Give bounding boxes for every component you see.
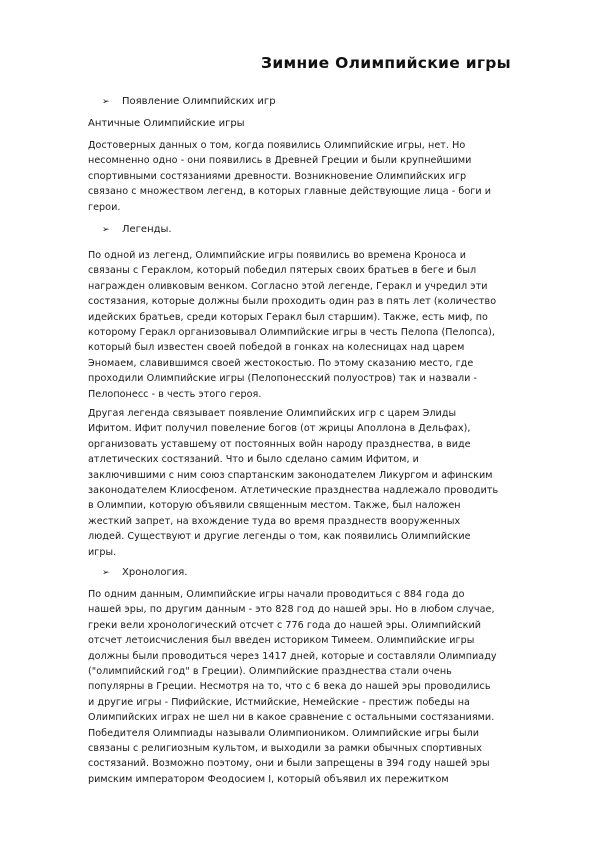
paragraph-line: законодателем Клиосфеном. Атлетические празднества надлежало проводить — [88, 484, 499, 496]
paragraph-line: ("олимпийский год" в Греции). Олимпийские празднества стали очень — [88, 665, 452, 677]
paragraph-line: игры. — [88, 546, 117, 558]
section-heading-label: Появление Олимпийских игр — [122, 96, 276, 107]
paragraph-line: связаны с Гераклом, который победил пятерых своих братьев в беге и был — [88, 265, 477, 277]
paragraph-line: нашей эры, по другим данным - это 828 год до нашей эры. Но в любом случае, — [88, 604, 495, 616]
paragraph-line: Эномаем, славившимся своей жестокостью. По этому сказанию место, где — [88, 357, 474, 369]
paragraph-line: которому Геракл организовывал Олимпийские игры в честь Пелопа (Пелопса), — [88, 326, 496, 338]
paragraph-line: По одной из легенд, Олимпийские игры появились во времена Кроноса и — [88, 250, 466, 261]
document-title: Зимние Олимпийские игры — [261, 54, 511, 72]
paragraph-line: который был известен своей победой в гонках на колесницах над царем — [88, 342, 465, 354]
paragraph-line: заключившими с ним союз спартанским законодателем Ликургом и афинским — [88, 469, 493, 481]
paragraph-line: римским императором Феодосием I, который объявил их пережитком — [88, 773, 449, 785]
paragraph-line: организовать уставшему от постоянных войн народу празднества, в виде — [88, 438, 471, 450]
paragraph-line: Пелопонесс - в честь этого героя. — [88, 388, 262, 400]
paragraph-line: греки вели хронологический отсчет с 776 года до нашей эры. Олимпийский — [88, 619, 482, 631]
paragraph-line: жесткий запрет, на вхождение туда во время празднеств вооруженных — [88, 515, 461, 527]
paragraph-chronology — [88, 587, 520, 787]
paragraph-line: награжден оливковым венком. Согласно этой легенде, Геракл и учредил эти — [88, 280, 488, 292]
paragraph-line: связаны с религиозным культом, и выходили за рамки обычных спортивных — [88, 742, 482, 754]
section-heading-label: Легенды. — [122, 224, 172, 235]
paragraph-line: проходили Олимпийские игры (Пелопонесский полуостров) так и назвали - — [88, 373, 478, 385]
subheading-antique: Античные Олимпийские игры — [88, 118, 245, 129]
section-heading-label: Хронология. — [122, 567, 188, 578]
arrow-bullet-icon: ➢ — [102, 225, 110, 235]
paragraph-line: состязания, которые должны были проходить один раз в пять лет (количество — [88, 296, 497, 308]
paragraph-line: и другие игры - Пифийские, Истмийские, Немейские - престиж победы на — [88, 696, 470, 708]
paragraph-line: состязаний. Возможно поэтому, они и были запрещены в 394 году нашей эры — [88, 758, 490, 770]
paragraph-line: несомненно одно - они появились в Древней Греции и были крупнейшими — [88, 155, 472, 167]
paragraph-line: Достоверных данных о том, когда появились Олимпийские игры, нет. Но — [88, 140, 466, 151]
paragraph-line: По одним данным, Олимпийские игры начали проводиться с 884 года до — [88, 589, 465, 600]
paragraph-antique — [88, 138, 520, 215]
paragraph-line: герои. — [88, 201, 121, 213]
paragraph-line: Ифитом. Ифит получил повеление богов (от жрицы Аполлона в Дельфах), — [88, 423, 471, 435]
paragraph-line: идейских братьев, среди которых Геракл был старшим). Также, есть миф, по — [88, 311, 488, 323]
section-heading-appearance — [102, 95, 276, 109]
paragraph-legend-1 — [88, 248, 520, 402]
paragraph-line: людей. Существуют и другие легенды о том, как появились Олимпийские — [88, 531, 471, 543]
paragraph-line: атлетических состязаний. Что и было сделано самим Ифитом, и — [88, 454, 419, 466]
paragraph-line: Другая легенда связывает появление Олимпийских игр с царем Элиды — [88, 408, 457, 419]
arrow-bullet-icon: ➢ — [102, 97, 110, 107]
section-heading-legends — [102, 223, 172, 237]
paragraph-line: связано с множеством легенд, в которых главные действующие лица - боги и — [88, 186, 492, 198]
arrow-bullet-icon: ➢ — [102, 568, 110, 578]
paragraph-line: Олимпийских играх не шел ни в какое сравнение с остальными состязаниями. — [88, 712, 495, 724]
paragraph-line: спортивными состязаниями древности. Возникновение Олимпийских игр — [88, 170, 467, 182]
paragraph-line: популярны в Греции. Несмотря на то, что с 6 века до нашей эры проводились — [88, 681, 491, 693]
paragraph-line: отсчет летоисчисления был введен историком Тимеем. Олимпийские игры — [88, 635, 475, 647]
section-heading-chronology — [102, 566, 187, 580]
paragraph-legend-2 — [88, 406, 520, 560]
paragraph-line: Победителя Олимпиады называли Олимпиоником. Олимпийские игры были — [88, 727, 480, 739]
paragraph-line: должны были проводиться через 1417 дней, которые и составляли Олимпиаду — [88, 650, 497, 662]
paragraph-line: в Олимпии, которую объявили священным местом. Также, был наложен — [88, 500, 461, 512]
